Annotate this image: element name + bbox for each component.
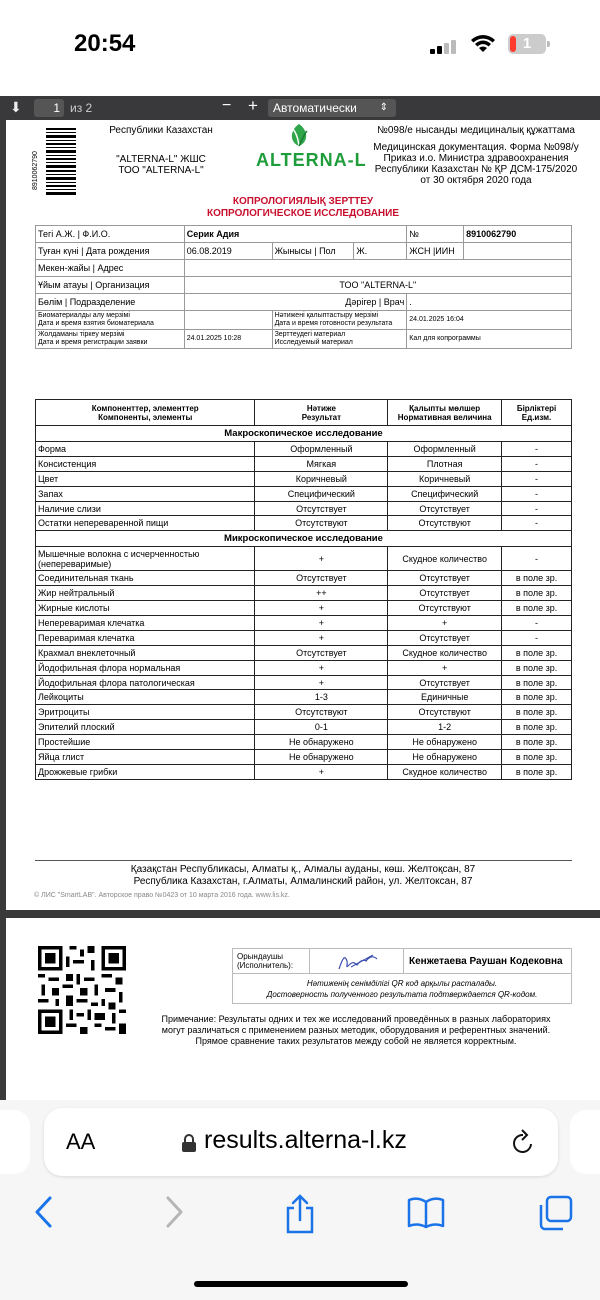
- col-unit: [502, 400, 572, 426]
- results-table: [35, 399, 572, 780]
- table-row: [36, 486, 572, 501]
- lock-icon: [182, 1134, 196, 1152]
- row-name: Переваримая клечатка: [36, 630, 255, 645]
- header-right-line3: Приказ и.о. Министра здравоохранения: [383, 153, 569, 164]
- executor-label-kz: Орындаушы: [237, 952, 284, 961]
- table-row: [36, 601, 572, 616]
- col-component-kz: Компоненттер, элементтер: [91, 403, 199, 413]
- row-result: Не обнаружено: [255, 750, 388, 765]
- row-result: Не обнаружено: [255, 735, 388, 750]
- page-number-input[interactable]: 1: [34, 99, 64, 117]
- section-micro: Микроскопическое исследование: [36, 531, 572, 547]
- footer-address-kz: Қазақстан Республикасы, Алматы қ., Алмалы ауданы, көш. Желтоқсан, 87: [130, 864, 476, 875]
- note-line1: Примечание: Результаты одних и тех же исследований проведённых в разных лабораториях: [161, 1014, 551, 1024]
- dob-value: 06.08.2019: [184, 243, 272, 260]
- executor-label: [237, 952, 293, 970]
- forward-icon[interactable]: [162, 1194, 186, 1230]
- battery-icon: [508, 34, 550, 54]
- row-name: Жир нейтральный: [36, 586, 255, 601]
- row-norm: +: [388, 616, 502, 631]
- col-component: [36, 400, 255, 426]
- barcode: [46, 126, 76, 196]
- row-unit: -: [502, 630, 572, 645]
- table-row: [36, 645, 572, 660]
- row-unit: -: [502, 616, 572, 631]
- row-name: Лейкоциты: [36, 690, 255, 705]
- pdf-page-1: [6, 120, 600, 910]
- row-name: Наличие слизи: [36, 501, 255, 516]
- table-row: [36, 675, 572, 690]
- dob-label: Туған күні | Дата рождения: [36, 243, 185, 260]
- pdf-viewer[interactable]: [0, 96, 600, 1100]
- table-row: [36, 735, 572, 750]
- home-indicator[interactable]: [194, 1281, 408, 1287]
- back-icon[interactable]: [32, 1194, 56, 1230]
- row-norm: Отсутствует: [388, 501, 502, 516]
- table-row: [36, 571, 572, 586]
- row-name: Непереваримая клечатка: [36, 616, 255, 631]
- barcode-number: 8910062790: [32, 151, 39, 190]
- row-unit: -: [502, 471, 572, 486]
- row-result: 0-1: [255, 720, 388, 735]
- row-result: Отсутствует: [255, 501, 388, 516]
- dept-label: Бөлім | Подразделение: [36, 294, 185, 311]
- page-settings-button[interactable]: AA: [66, 1129, 96, 1154]
- qr-note-ru: Достоверность полученного результата подтверждается QR-кодом.: [266, 990, 538, 999]
- row-result: +: [255, 547, 388, 571]
- row-norm: Отсутствует: [388, 571, 502, 586]
- table-row: [36, 630, 572, 645]
- header-left-line1: Республики Казахстан: [109, 125, 213, 136]
- row-norm: Единичные: [388, 690, 502, 705]
- sex-label: Жынысы | Пол: [272, 243, 354, 260]
- note-line3: Прямое сравнение таких результатов между собой не является корректным.: [195, 1036, 517, 1046]
- address-bar[interactable]: [44, 1108, 558, 1176]
- row-norm: Отсутствует: [388, 675, 502, 690]
- row-name-line2: (непереваримые): [38, 558, 112, 569]
- row-norm: Не обнаружено: [388, 750, 502, 765]
- row-unit: в поле зр.: [502, 705, 572, 720]
- zoom-out-button[interactable]: −: [222, 97, 232, 114]
- fio-value: Серик Адия: [184, 226, 407, 243]
- table-row: [36, 516, 572, 531]
- header-right-line2: Медицинская документация. Форма №098/у: [373, 142, 579, 153]
- doctor-value: .: [407, 294, 572, 311]
- next-tab-preview[interactable]: [570, 1110, 600, 1174]
- reg-value: 24.01.2025 10:28: [184, 330, 272, 349]
- row-unit: в поле зр.: [502, 675, 572, 690]
- row-norm: Отсутствуют: [388, 705, 502, 720]
- material-label-kz: Зерттеудегі материал: [274, 331, 346, 338]
- row-name: Остатки непереваренной пищи: [36, 516, 255, 531]
- row-norm: 1-2: [388, 720, 502, 735]
- fio-label: Тегі А.Ж. | Ф.И.О.: [36, 226, 185, 243]
- row-result: Отсутствует: [255, 645, 388, 660]
- row-unit: -: [502, 456, 572, 471]
- row-result: +: [255, 660, 388, 675]
- row-result: Отсутствуют: [255, 516, 388, 531]
- row-unit: в поле зр.: [502, 764, 572, 779]
- table-row: [36, 501, 572, 516]
- section-macro: Макроскопическое исследование: [36, 426, 572, 442]
- row-name: Цвет: [36, 471, 255, 486]
- doctor-label: Дәрігер | Врач: [184, 294, 407, 311]
- row-result: Специфический: [255, 486, 388, 501]
- row-norm: Плотная: [388, 456, 502, 471]
- executor-label-ru: (Исполнитель):: [237, 961, 294, 970]
- col-result: [255, 400, 388, 426]
- row-name-line1: Мышечные волокна с исчерченностью: [38, 548, 200, 559]
- row-norm: Коричневый: [388, 471, 502, 486]
- no-value: 8910062790: [464, 226, 572, 243]
- row-unit: в поле зр.: [502, 660, 572, 675]
- zoom-in-button[interactable]: +: [248, 96, 258, 115]
- row-unit: -: [502, 442, 572, 457]
- download-icon[interactable]: ⬇: [10, 99, 22, 115]
- qr-note: [233, 978, 571, 1000]
- row-result: +: [255, 630, 388, 645]
- bookmarks-icon[interactable]: [406, 1194, 446, 1230]
- header-right-line1: №098/е нысанды медициналық құжаттама: [377, 125, 575, 136]
- row-name: Йодофильная флора нормальная: [36, 660, 255, 675]
- toolbar-icons: [0, 1194, 600, 1244]
- row-name: Жирные кислоты: [36, 601, 255, 616]
- tabs-icon[interactable]: [536, 1194, 574, 1232]
- row-name: Соединительная ткань: [36, 571, 255, 586]
- reload-icon[interactable]: [510, 1128, 536, 1156]
- row-norm: Специфический: [388, 486, 502, 501]
- row-unit: в поле зр.: [502, 750, 572, 765]
- row-unit: в поле зр.: [502, 690, 572, 705]
- title-ru: КОПРОЛОГИЧЕСКОЕ ИССЛЕДОВАНИЕ: [206, 208, 400, 219]
- header-left-line3: ТОО "ALTERNA-L": [118, 165, 204, 176]
- address-label: Мекен-жайы | Адрес: [36, 260, 185, 277]
- table-row: [36, 660, 572, 675]
- col-norm: [388, 400, 502, 426]
- row-name: Дрожжевые грибки: [36, 764, 255, 779]
- row-name: Крахмал внеклеточный: [36, 645, 255, 660]
- row-unit: в поле зр.: [502, 571, 572, 586]
- row-name: Форма: [36, 442, 255, 457]
- row-name: [36, 547, 255, 571]
- zoom-select[interactable]: [268, 99, 396, 117]
- title-kz: КОПРОЛОГИЯЛЫҚ ЗЕРТТЕУ: [232, 196, 374, 207]
- footer-address-ru: Республика Казахстан, г.Алматы, Алмалинский район, ул. Желтоксан, 87: [133, 876, 473, 887]
- status-time: 20:54: [74, 30, 136, 57]
- table-row: [36, 616, 572, 631]
- material-value: Кал для копрограммы: [407, 330, 572, 349]
- logo-text: ALTERNA-L: [256, 150, 367, 170]
- org-label: Ұйым атауы | Организация: [36, 277, 185, 294]
- row-norm: Не обнаружено: [388, 735, 502, 750]
- row-result: +: [255, 764, 388, 779]
- leaf-logo-icon: [286, 122, 312, 148]
- status-bar: [0, 0, 600, 96]
- row-unit: в поле зр.: [502, 720, 572, 735]
- header-left-line2: "ALTERNA-L" ЖШС: [116, 154, 206, 165]
- page-count: из 2: [70, 101, 93, 115]
- col-norm-ru: Нормативная величина: [397, 412, 492, 422]
- col-result-ru: Результат: [301, 412, 341, 422]
- reg-label: [36, 330, 185, 349]
- zoom-value: Автоматически: [273, 101, 357, 115]
- row-norm: Отсутствует: [388, 586, 502, 601]
- executor-name: Кенжетаева Раушан Кодековна: [409, 956, 563, 967]
- signature-image: [333, 951, 383, 973]
- battery-level: 1: [522, 35, 532, 52]
- row-result: Коричневый: [255, 471, 388, 486]
- row-unit: в поле зр.: [502, 735, 572, 750]
- table-row: [36, 456, 572, 471]
- material-label: [272, 330, 407, 349]
- row-result: 1-3: [255, 690, 388, 705]
- row-unit: в поле зр.: [502, 645, 572, 660]
- row-result: Отсутствуют: [255, 705, 388, 720]
- note-line2: могут различаться с применением разных методик, оборудования и референтных значений.: [161, 1025, 551, 1035]
- table-row: [36, 471, 572, 486]
- table-row: [36, 705, 572, 720]
- col-result-kz: Нәтиже: [306, 403, 336, 413]
- sex-value: Ж.: [354, 243, 407, 260]
- disclaimer-note: [126, 1014, 586, 1047]
- iin-value: [464, 243, 572, 260]
- row-result: ++: [255, 586, 388, 601]
- footer-divider: [35, 860, 572, 861]
- signal-icon: [430, 38, 462, 54]
- col-unit-ru: Ед.изм.: [521, 412, 552, 422]
- browser-bottom-bar: [0, 1100, 600, 1300]
- no-label: №: [407, 226, 464, 243]
- share-icon[interactable]: [284, 1194, 316, 1234]
- row-unit: в поле зр.: [502, 601, 572, 616]
- row-name: Простейшие: [36, 735, 255, 750]
- header-right-line4: Республики Казахстан № ҚР ДСМ-175/2020: [374, 164, 578, 175]
- bio-label-kz: Биоматериалды алу мерзімі: [38, 312, 130, 319]
- copyright: © ЛИС "SmartLAB". Авторское право №0423 от 10 марта 2016 года. www.lis.kz.: [34, 892, 290, 899]
- wifi-icon: [470, 34, 496, 54]
- table-row: [36, 720, 572, 735]
- ready-value: 24.01.2025 16:04: [407, 311, 572, 330]
- row-name: Эритроциты: [36, 705, 255, 720]
- reg-label-ru: Дата и время регистрации заявки: [38, 339, 148, 346]
- executor-box: [232, 948, 572, 1004]
- row-unit: в поле зр.: [502, 586, 572, 601]
- bio-value: [184, 311, 272, 330]
- header-right-line5: от 30 октября 2020 года: [420, 175, 532, 186]
- row-unit: -: [502, 547, 572, 571]
- table-row: [36, 442, 572, 457]
- col-component-ru: Компоненты, элементы: [98, 412, 193, 422]
- table-row: [36, 764, 572, 779]
- col-unit-kz: Бірліктері: [516, 403, 557, 413]
- select-arrows-icon: ⇕: [379, 102, 388, 113]
- row-name: Яйца глист: [36, 750, 255, 765]
- table-row: [36, 750, 572, 765]
- row-name: Йодофильная флора патологическая: [36, 675, 255, 690]
- ready-label: [272, 311, 407, 330]
- row-norm: Оформленный: [388, 442, 502, 457]
- ready-label-kz: Нәтижені қалыптастыру мерзімі: [274, 312, 379, 319]
- row-name: Консистенция: [36, 456, 255, 471]
- bio-label: [36, 311, 185, 330]
- ready-label-ru: Дата и время готовности результата: [274, 320, 393, 327]
- pdf-page-2: [6, 918, 600, 1100]
- row-result: +: [255, 601, 388, 616]
- row-norm: Скудное количество: [388, 645, 502, 660]
- reg-label-kz: Жолдаманы тіркеу мерзімі: [38, 331, 125, 338]
- table-row: [36, 690, 572, 705]
- row-norm: Скудное количество: [388, 764, 502, 779]
- row-result: +: [255, 616, 388, 631]
- row-result: Отсутствует: [255, 571, 388, 586]
- patient-info-table: [35, 225, 572, 349]
- qr-code: [38, 946, 126, 1034]
- row-norm: Отсутствуют: [388, 601, 502, 616]
- bio-label-ru: Дата и время взятия биоматериала: [38, 320, 154, 327]
- col-norm-kz: Қалыпты мөлшер: [409, 403, 481, 413]
- row-norm: Отсутствуют: [388, 516, 502, 531]
- row-norm: Отсутствует: [388, 630, 502, 645]
- row-unit: -: [502, 501, 572, 516]
- previous-tab-preview[interactable]: [0, 1110, 30, 1174]
- address-value: [184, 260, 571, 277]
- table-row: [36, 586, 572, 601]
- row-name: Запах: [36, 486, 255, 501]
- url-text[interactable]: results.alterna-l.kz: [204, 1126, 407, 1154]
- row-result: +: [255, 675, 388, 690]
- row-norm: Скудное количество: [388, 547, 502, 571]
- pdf-toolbar: [0, 96, 600, 120]
- org-value: ТОО "ALTERNA-L": [184, 277, 571, 294]
- material-label-ru: Исследуемый материал: [274, 339, 353, 346]
- row-unit: -: [502, 486, 572, 501]
- iin-label: ЖСН |ИИН: [407, 243, 464, 260]
- row-result: Оформленный: [255, 442, 388, 457]
- qr-note-kz: Нәтиженің сенімділігі QR код арқылы расталады.: [306, 979, 498, 988]
- row-name: Эпителий плоский: [36, 720, 255, 735]
- row-result: Мягкая: [255, 456, 388, 471]
- row-norm: +: [388, 660, 502, 675]
- row-unit: -: [502, 516, 572, 531]
